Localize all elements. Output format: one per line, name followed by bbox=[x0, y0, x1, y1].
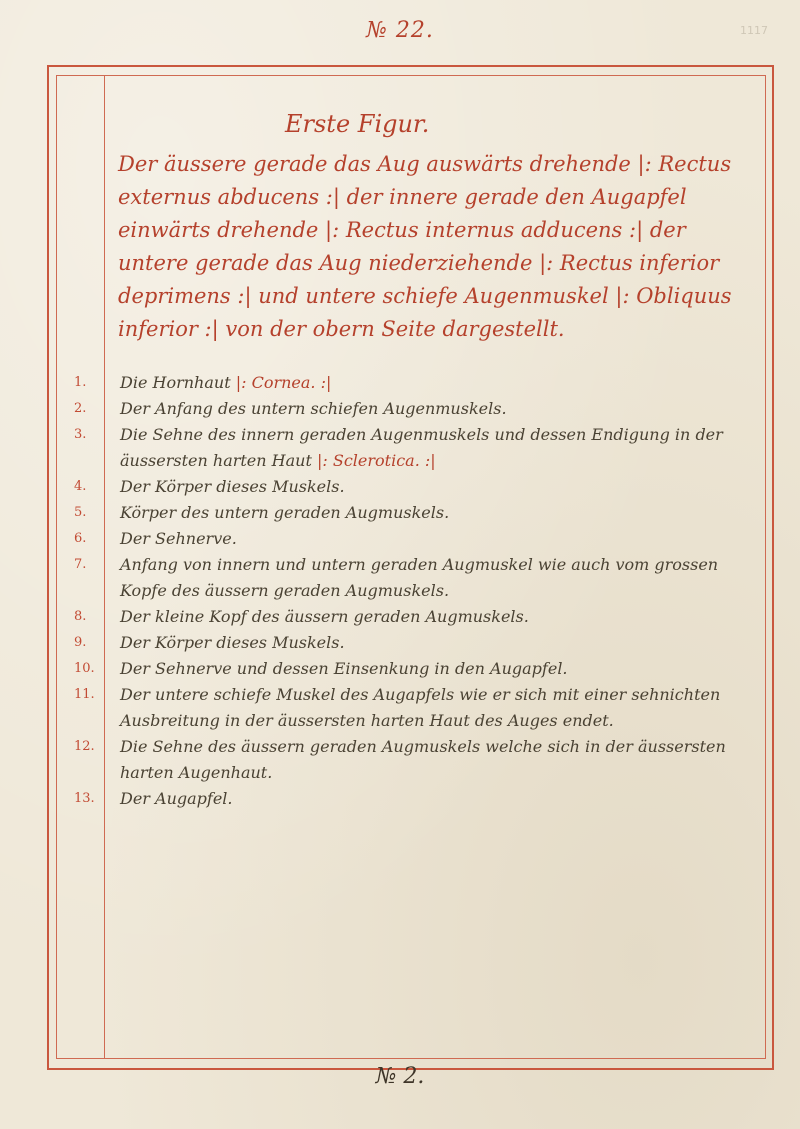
item-text: Der untere schiefe Muskel des Augapfels wie er sich mit einer sehnichten Ausbreitung in der äussersten harten Haut des Auges endet. bbox=[120, 685, 721, 730]
item-number: 7. bbox=[74, 557, 87, 572]
item-text: Körper des untern geraden Augmuskels. bbox=[120, 503, 450, 522]
list-item bbox=[70, 474, 760, 500]
item-text: Der kleine Kopf des äussern geraden Augmuskels. bbox=[120, 607, 529, 626]
figure-title: Erste Figur. bbox=[285, 110, 430, 138]
item-number: 3. bbox=[74, 427, 87, 442]
list-item bbox=[70, 552, 760, 604]
item-text: Der Anfang des untern schiefen Augenmuskels. bbox=[120, 399, 507, 418]
item-text: Die Sehne des äussern geraden Augmuskels welche sich in der äussersten harten Augenhaut. bbox=[120, 737, 726, 782]
item-number: 8. bbox=[74, 609, 87, 624]
item-number: 12. bbox=[74, 739, 95, 754]
page-number-bottom: № 2. bbox=[375, 1064, 425, 1089]
list-item bbox=[70, 370, 760, 396]
item-text: Anfang von innern und untern geraden Augmuskel wie auch vom grossen Kopfe des äussern geraden Augmuskels. bbox=[120, 555, 719, 600]
list-item bbox=[70, 604, 760, 630]
item-number: 5. bbox=[74, 505, 87, 520]
item-number: 10. bbox=[74, 661, 95, 676]
item-number: 4. bbox=[74, 479, 87, 494]
item-text: Die Sehne des innern geraden Augenmuskels und dessen Endigung in der äussersten harten Haut bbox=[120, 425, 723, 470]
item-text: Der Körper dieses Muskels. bbox=[120, 633, 345, 652]
list-item bbox=[70, 734, 760, 786]
pencil-mark: 1117 bbox=[740, 24, 768, 37]
item-text: Die Hornhaut bbox=[120, 373, 236, 392]
figure-description: Der äussere gerade das Aug auswärts drehende |: Rectus externus abducens :| der innere gerade den Augapfel einwärts drehende |: Rectus internus adducens :| der untere gerade das Aug niederziehende |: Rectus inferior deprimens :| und untere schiefe Augenmuskel |: Obliquus inferior :| von der obern Seite dargestellt. bbox=[118, 152, 732, 341]
list-item bbox=[70, 656, 760, 682]
item-number: 1. bbox=[74, 375, 87, 390]
item-latin-term: |: Sclerotica. :| bbox=[316, 451, 436, 470]
page-number-top: № 22. bbox=[366, 18, 434, 43]
list-item bbox=[70, 630, 760, 656]
legend-list bbox=[70, 370, 760, 812]
item-number: 9. bbox=[74, 635, 87, 650]
list-item bbox=[70, 682, 760, 734]
item-text: Der Körper dieses Muskels. bbox=[120, 477, 345, 496]
list-item bbox=[70, 422, 760, 474]
item-text: Der Sehnerve. bbox=[120, 529, 237, 548]
item-text: Der Augapfel. bbox=[120, 789, 233, 808]
item-number: 13. bbox=[74, 791, 95, 806]
list-item bbox=[70, 500, 760, 526]
item-number: 2. bbox=[74, 401, 87, 416]
item-latin-term: |: Cornea. :| bbox=[235, 373, 332, 392]
item-number: 11. bbox=[74, 687, 95, 702]
item-text: Der Sehnerve und dessen Einsenkung in den Augapfel. bbox=[120, 659, 568, 678]
list-item bbox=[70, 786, 760, 812]
item-number: 6. bbox=[74, 531, 87, 546]
list-item bbox=[70, 526, 760, 552]
list-item bbox=[70, 396, 760, 422]
